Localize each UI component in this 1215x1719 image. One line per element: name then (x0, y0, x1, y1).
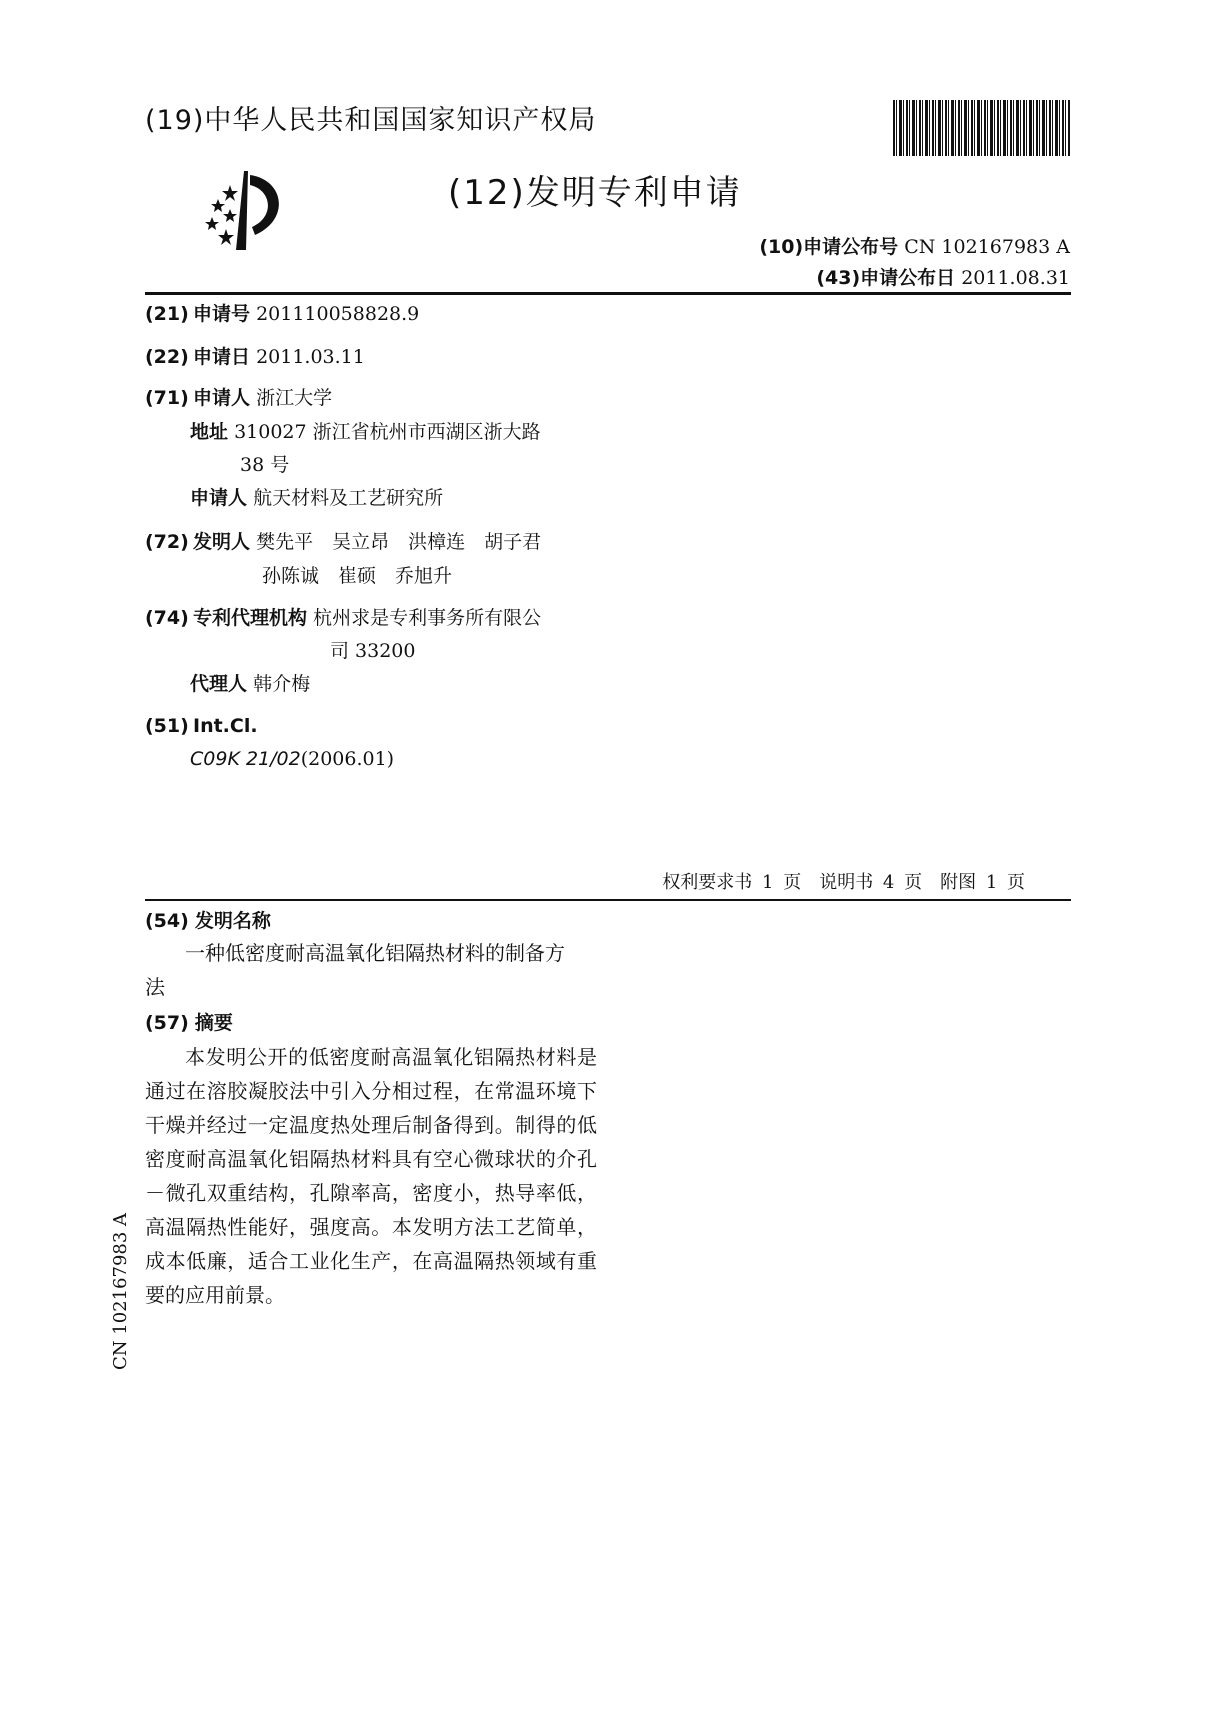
abstract-label: 摘要 (194, 1012, 233, 1034)
document-type: (12)发明专利申请 (448, 173, 742, 213)
abstract-heading (145, 1008, 233, 1035)
field-code: (22) (145, 346, 189, 368)
office-name: (19)中华人民共和国国家知识产权局 (145, 105, 597, 136)
inventors-line2: 孙陈诚 崔硕 乔旭升 (262, 565, 453, 587)
field-code: (51) (145, 715, 189, 737)
cnipa-logo-icon (200, 165, 310, 255)
agency-label: 专利代理机构 (193, 607, 308, 629)
inventors-line1: 樊先平 吴立昂 洪樟连 胡子君 (256, 531, 542, 553)
application-number-field (145, 300, 419, 328)
inventor-field (145, 528, 541, 556)
publication-number-label: (10)申请公布号 (759, 236, 899, 258)
inventor-label: 发明人 (193, 531, 251, 553)
publication-number-row (759, 232, 1070, 259)
intcl-label: Int.Cl. (193, 715, 258, 737)
address-line2: 38 号 (240, 454, 290, 476)
title-line1: 一种低密度耐高温氧化铝隔热材料的制备方 (185, 941, 565, 965)
intcl-field (145, 712, 258, 740)
address-field (190, 418, 541, 446)
agency-field (145, 604, 541, 632)
publication-date-label: (43)申请公布日 (816, 267, 956, 289)
barcode-icon (893, 100, 1070, 156)
publication-date: 2011.08.31 (961, 267, 1070, 289)
side-publication-label: CN 102167983 A (110, 1212, 131, 1370)
intcl-version: (2006.01) (300, 748, 395, 770)
publication-date-row (816, 263, 1070, 290)
application-number-label: 申请号 (193, 303, 251, 325)
application-date: 2011.03.11 (256, 346, 365, 368)
agency-line2: 司 33200 (330, 640, 416, 662)
application-date-field (145, 343, 365, 371)
application-date-label: 申请日 (193, 346, 251, 368)
agent-label: 代理人 (190, 673, 248, 695)
applicant: 浙江大学 (256, 387, 333, 409)
address-label: 地址 (190, 421, 229, 443)
agent-field (190, 670, 310, 698)
applicant2-label: 申请人 (190, 487, 248, 509)
intcl-classification (190, 745, 394, 773)
field-code: (57) (145, 1012, 189, 1034)
agent: 韩介梅 (253, 673, 311, 695)
page-counts: 权利要求书 1 页 说明书 4 页 附图 1 页 (662, 872, 1025, 893)
field-code: (72) (145, 531, 189, 553)
application-number: 201110058828.9 (256, 303, 420, 325)
section-divider (145, 899, 1071, 901)
abstract-text: 本发明公开的低密度耐高温氧化铝隔热材料是通过在溶胶凝胶法中引入分相过程，在常温环境下干燥并经过一定温度热处理后制备得到。制得的低密度耐高温氧化铝隔热材料具有空心微球状的介孔－微孔双重结构，孔隙率高，密度小，热导率低，高温隔热性能好，强度高。本发明方法工艺简单，成本低廉，适合工业化生产，在高温隔热领域有重要的应用前景。 (145, 1045, 597, 1307)
title-line2: 法 (145, 975, 165, 999)
applicant2: 航天材料及工艺研究所 (253, 487, 444, 509)
field-code: (74) (145, 607, 189, 629)
agency-line1: 杭州求是专利事务所有限公 (313, 607, 542, 629)
publication-number: CN 102167983 A (904, 236, 1070, 258)
field-code: (71) (145, 387, 189, 409)
applicant-field (145, 384, 332, 412)
header-divider (145, 292, 1071, 295)
intcl-class: C09K 21/02 (190, 748, 301, 770)
applicant-label: 申请人 (193, 387, 251, 409)
applicant2-field (190, 484, 443, 512)
field-code: (54) (145, 910, 189, 932)
title-heading (145, 906, 271, 933)
address-line1: 310027 浙江省杭州市西湖区浙大路 (234, 421, 541, 443)
title-label: 发明名称 (194, 910, 271, 932)
field-code: (21) (145, 303, 189, 325)
